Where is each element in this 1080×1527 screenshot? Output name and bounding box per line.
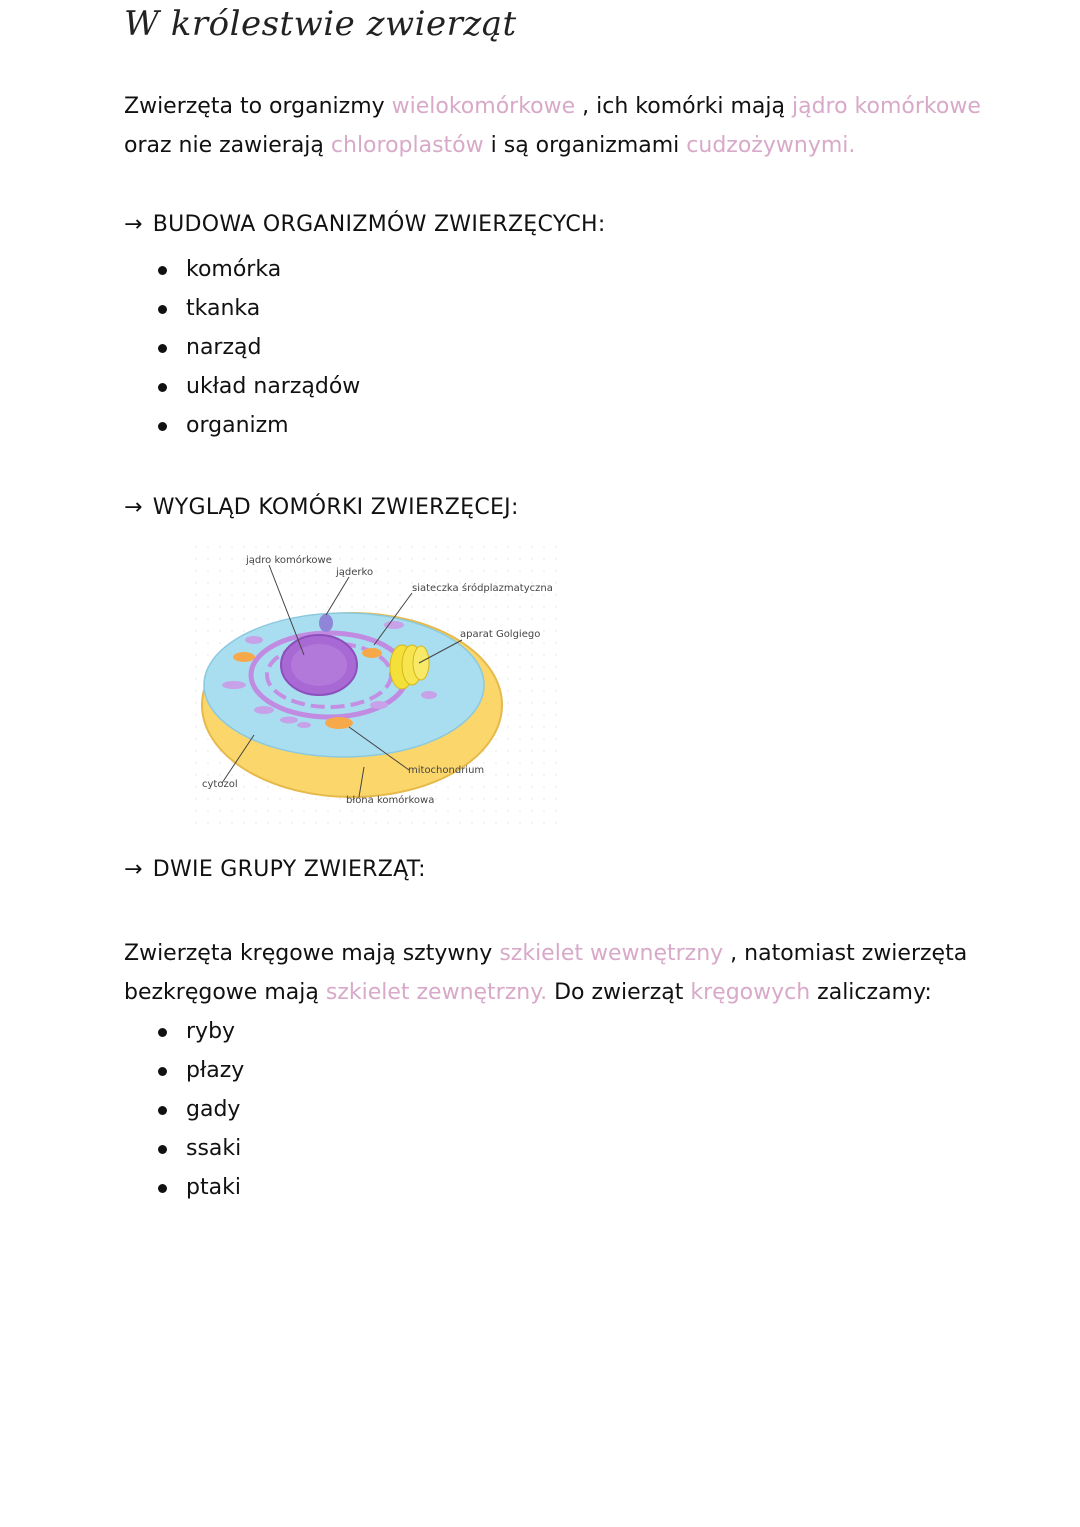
vertebrates-list <box>124 1012 244 1207</box>
list-item: płazy <box>124 1051 244 1090</box>
section-heading-cell <box>124 495 519 520</box>
arrow-icon: → <box>124 857 143 882</box>
groups-text: Zwierzęta kręgowe mają sztywny <box>124 941 500 966</box>
intro-text: i są organizmami <box>483 133 687 158</box>
intro-text: Zwierzęta to organizmy <box>124 94 392 119</box>
list-item: gady <box>124 1090 244 1129</box>
intro-highlight: jądro komórkowe <box>791 94 981 119</box>
groups-text: , natomiast zwierzęta bezkręgowe mają <box>124 941 968 1005</box>
list-item: komórka <box>124 250 360 289</box>
nucleolus-shape <box>319 614 333 632</box>
label-golgi: aparat Golgiego <box>460 629 541 640</box>
intro-paragraph <box>124 87 1004 165</box>
heading-text: DWIE GRUPY ZWIERZĄT: <box>152 857 426 882</box>
heading-text: BUDOWA ORGANIZMÓW ZWIERZĘCYCH: <box>152 212 606 237</box>
arrow-icon: → <box>124 495 143 520</box>
intro-highlight: wielokomórkowe <box>391 94 576 119</box>
intro-text: . <box>848 133 856 158</box>
arrow-icon: → <box>124 212 143 237</box>
section-heading-structure <box>124 212 606 237</box>
mitochondrium-shape <box>325 717 353 729</box>
intro-highlight: chloroplastów <box>330 133 484 158</box>
label-er: siateczka śródplazmatyczna <box>412 583 553 594</box>
label-nucleolus: jąderko <box>336 567 374 578</box>
groups-highlight: szkielet zewnętrzny. <box>325 980 548 1005</box>
section-heading-groups <box>124 857 426 882</box>
groups-highlight: kręgowych <box>690 980 811 1005</box>
page-title: W królestwie zwierząt <box>124 4 517 44</box>
animal-cell-diagram <box>194 545 564 830</box>
intro-highlight: cudzożywnymi <box>686 133 849 158</box>
cell-illustration <box>194 545 564 830</box>
label-cytoplasm: cytozol <box>202 779 238 790</box>
list-item: ptaki <box>124 1168 244 1207</box>
groups-text: zaliczamy: <box>810 980 932 1005</box>
list-item: ssaki <box>124 1129 244 1168</box>
structure-list <box>124 250 360 445</box>
list-item: narząd <box>124 328 360 367</box>
list-item: ryby <box>124 1012 244 1051</box>
label-membrane: błona komórkowa <box>346 795 435 806</box>
intro-text: , ich komórki mają <box>575 94 792 119</box>
groups-paragraph <box>124 934 1004 1012</box>
label-mitochondrium: mitochondrium <box>408 765 485 776</box>
list-item: układ narządów <box>124 367 360 406</box>
label-nucleus: jądro komórkowe <box>246 555 332 566</box>
list-item: tkanka <box>124 289 360 328</box>
list-item: organizm <box>124 406 360 445</box>
groups-text: Do zwierząt <box>547 980 691 1005</box>
groups-highlight: szkielet wewnętrzny <box>499 941 724 966</box>
heading-text: WYGLĄD KOMÓRKI ZWIERZĘCEJ: <box>152 495 519 520</box>
intro-text: oraz nie zawierają <box>124 133 331 158</box>
